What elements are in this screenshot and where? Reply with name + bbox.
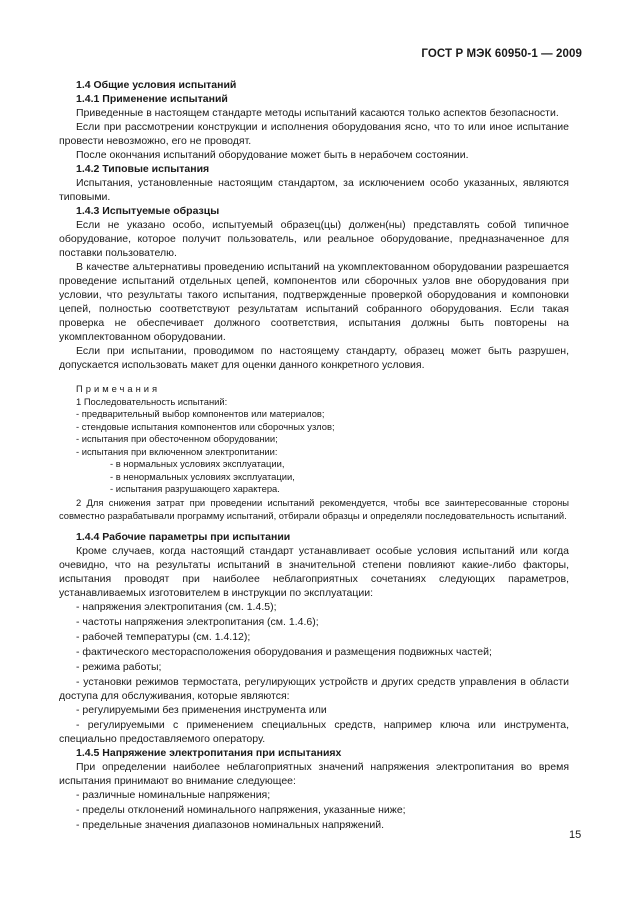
note-sub-item: - в ненормальных условиях эксплуатации,	[110, 470, 295, 482]
page-number: 15	[569, 829, 582, 841]
note-2: 2 Для снижения затрат при проведении испытаний рекомендуется, чтобы все заинтересованные стороны совместно разрабатывали программу испытаний, отбирали образцы и определяли последовательность испытаний.	[59, 496, 569, 521]
standard-header: ГОСТ Р МЭК 60950-1 — 2009	[421, 48, 582, 60]
list-item: - напряжения электропитания (см. 1.4.5);	[76, 600, 277, 613]
paragraph: Если не указано особо, испытуемый образец(цы) должен(ны) представлять собой типичное оборудование, которое получит пользователь, или реальное оборудование, предназначенное для поставки пользователю.	[59, 219, 569, 259]
section-heading-1-4-3: 1.4.3 Испытуемые образцы	[76, 205, 220, 217]
list-item: - пределы отклонений номинального напряжения, указанные ниже;	[76, 803, 406, 816]
section-heading-1-4-4: 1.4.4 Рабочие параметры при испытании	[76, 530, 291, 543]
section-heading-1-4-5: 1.4.5 Напряжение электропитания при испытаниях	[76, 746, 342, 759]
paragraph: Если при испытании, проводимом по настоящему стандарту, образец может быть разрушен, допускается использовать макет для оценки данного конкретного условия.	[59, 345, 569, 371]
spacer	[59, 522, 569, 530]
page-body	[59, 78, 569, 833]
note-sub-item: - в нормальных условиях эксплуатации,	[110, 458, 285, 469]
paragraph: После окончания испытаний оборудование может быть в нерабочем состоянии.	[76, 149, 469, 161]
paragraph: Кроме случаев, когда настоящий стандарт устанавливает особые условия испытаний или когда очевидно, что на результаты испытаний в значительной степени повлияют какие-либо факторы, испытания проводят при наиболее неблагоприятных сочетаниях следующих параметров, устанавливаемых изготовителем в инструкции по эксплуатации:	[59, 544, 569, 599]
note-list-item: - испытания при обесточенном оборудовании;	[76, 433, 278, 444]
list-item: - фактического месторасположения оборудования и размещения подвижных частей;	[76, 645, 492, 658]
paragraph: В качестве альтернативы проведению испытаний на укомплектованном оборудовании разрешается проведение испытаний отдельных цепей, компонентов или сборочных узлов вне оборудования при условии, что результаты такого испытания, подтвержденные проверкой оборудования и компоновки цепей, полностью соответствуют результатам испытаний собранного оборудования. Если такая проверка не обеспечивает должного соответствия, испытания должны быть повторены на укомплектованном оборудовании.	[59, 261, 569, 343]
notes-block	[59, 383, 569, 522]
list-item: - различные номинальные напряжения;	[76, 788, 271, 801]
note-sub-item: - испытания разрушающего характера.	[110, 483, 280, 494]
list-item: - режима работы;	[76, 660, 162, 673]
paragraph: При определении наиболее неблагоприятных значений напряжения электропитания во время испытания принимают во внимание следующее:	[59, 760, 569, 787]
paragraph: Приведенные в настоящем стандарте методы испытаний касаются только аспектов безопасности.	[76, 107, 559, 119]
paragraph: - установки режимов термостата, регулирующих устройств и других средств управления в области доступа для обслуживания, которые являются:	[59, 675, 569, 702]
list-item: - частоты напряжения электропитания (см. 1.4.6);	[76, 615, 319, 628]
paragraph: Если при рассмотрении конструкции и исполнения оборудования ясно, что то или иное испытание провести невозможно, его не проводят.	[59, 121, 569, 147]
note-list-item: - предварительный выбор компонентов или материалов;	[76, 408, 325, 419]
paragraph: Испытания, установленные настоящим стандартом, за исключением особо указанных, являются типовыми.	[59, 177, 569, 203]
list-item: - предельные значения диапазонов номинальных напряжений.	[76, 818, 385, 831]
list-item: - рабочей температуры (см. 1.4.12);	[76, 630, 251, 643]
section-heading-1-4-2: 1.4.2 Типовые испытания	[76, 163, 210, 175]
paragraph: - регулируемыми с применением специальных средств, например ключа или инструмента, специально предоставляемого оператору.	[59, 718, 569, 745]
list-item: - регулируемыми без применения инструмента или	[76, 703, 327, 716]
section-heading-1-4: 1.4 Общие условия испытаний	[76, 79, 237, 91]
note-list-item: - испытания при включенном электропитании:	[76, 445, 278, 457]
note-list-item: - стендовые испытания компонентов или сборочных узлов;	[76, 420, 335, 432]
notes-title: Примечания	[76, 383, 161, 394]
note-1: 1 Последовательность испытаний:	[76, 395, 228, 407]
section-heading-1-4-1: 1.4.1 Применение испытаний	[76, 93, 228, 105]
